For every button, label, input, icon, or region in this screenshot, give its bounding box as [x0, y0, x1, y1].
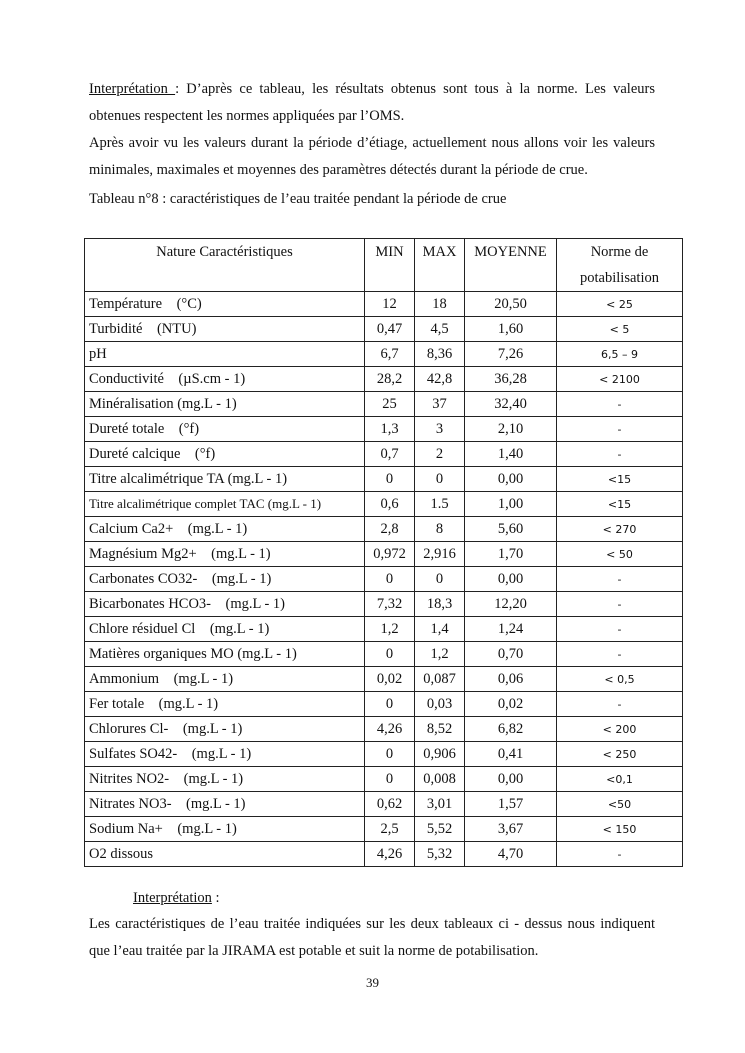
cell-nature	[85, 542, 365, 567]
parameter-name: Ammonium	[89, 670, 160, 687]
cell-max: 1.5	[415, 492, 465, 517]
cell-max: 8,52	[415, 717, 465, 742]
table-header-row	[85, 239, 683, 292]
cell-nature	[85, 417, 365, 442]
cell-moyenne: 36,28	[465, 367, 557, 392]
cell-min: 2,5	[365, 817, 415, 842]
cell-min: 12	[365, 292, 415, 317]
table-row	[85, 717, 683, 742]
cell-norme: < 0,5	[557, 667, 683, 692]
table-row	[85, 442, 683, 467]
table-row	[85, 342, 683, 367]
parameter-name: Nitrites NO2-	[89, 770, 170, 787]
cell-nature	[85, 817, 365, 842]
parameter-name: Matières organiques MO (mg.L - 1)	[89, 645, 297, 662]
table-row	[85, 367, 683, 392]
cell-nature	[85, 492, 365, 517]
cell-max: 3,01	[415, 792, 465, 817]
cell-norme: < 50	[557, 542, 683, 567]
cell-min: 0,47	[365, 317, 415, 342]
cell-min: 0	[365, 467, 415, 492]
conclusion-paragraph: Les caractéristiques de l’eau traitée indiquées sur les deux tableaux ci - dessus nous indiquent que l’eau traitée par la JIRAMA est potable et suit la norme de potabilisation.	[89, 916, 655, 959]
cell-moyenne: 1,40	[465, 442, 557, 467]
cell-norme: < 270	[557, 517, 683, 542]
cell-max: 18	[415, 292, 465, 317]
parameter-name: Chlorures Cl-	[89, 720, 169, 737]
cell-max: 2,916	[415, 542, 465, 567]
cell-min: 7,32	[365, 592, 415, 617]
header-nature: Nature Caractéristiques	[85, 239, 365, 292]
cell-min: 2,8	[365, 517, 415, 542]
cell-max: 42,8	[415, 367, 465, 392]
cell-norme: < 5	[557, 317, 683, 342]
cell-norme: -	[557, 642, 683, 667]
table-row	[85, 292, 683, 317]
cell-max: 2	[415, 442, 465, 467]
cell-norme: -	[557, 617, 683, 642]
cell-max: 18,3	[415, 592, 465, 617]
cell-nature	[85, 317, 365, 342]
cell-norme: -	[557, 442, 683, 467]
cell-moyenne: 20,50	[465, 292, 557, 317]
cell-moyenne: 6,82	[465, 717, 557, 742]
table-row	[85, 392, 683, 417]
parameter-unit: (µS.cm - 1)	[178, 370, 246, 387]
cell-norme: -	[557, 392, 683, 417]
parameter-unit: (°C)	[176, 295, 202, 312]
cell-moyenne: 0,00	[465, 467, 557, 492]
parameter-unit: (mg.L - 1)	[177, 820, 237, 837]
table-caption: Tableau n°8 : caractéristiques de l’eau traitée pendant la période de crue	[89, 191, 507, 207]
cell-nature	[85, 567, 365, 592]
cell-norme: -	[557, 417, 683, 442]
cell-nature	[85, 692, 365, 717]
parameter-unit: (mg.L - 1)	[225, 595, 285, 612]
cell-nature	[85, 592, 365, 617]
parameter-name: Sulfates SO42-	[89, 745, 178, 762]
parameter-name: O2 dissous	[89, 845, 154, 862]
parameter-unit: (mg.L - 1)	[209, 620, 270, 637]
table-row	[85, 617, 683, 642]
cell-nature	[85, 292, 365, 317]
table-row	[85, 317, 683, 342]
header-norme-text: Norme de potabilisation	[580, 244, 659, 286]
cell-moyenne: 0,00	[465, 567, 557, 592]
cell-min: 0	[365, 642, 415, 667]
table-row	[85, 467, 683, 492]
cell-min: 0,02	[365, 667, 415, 692]
header-norme	[557, 239, 683, 292]
parameter-name: Magnésium Mg2+	[89, 545, 197, 562]
cell-moyenne: 1,57	[465, 792, 557, 817]
cell-moyenne: 7,26	[465, 342, 557, 367]
intro-label: Interprétation	[89, 81, 176, 97]
cell-norme: < 200	[557, 717, 683, 742]
parameter-unit: (mg.L - 1)	[182, 720, 243, 737]
cell-norme: < 25	[557, 292, 683, 317]
cell-moyenne: 1,70	[465, 542, 557, 567]
cell-min: 0	[365, 692, 415, 717]
parameter-unit: (mg.L - 1)	[173, 670, 234, 687]
cell-nature	[85, 517, 365, 542]
table-row	[85, 667, 683, 692]
interpretation-heading	[133, 890, 220, 907]
table-row	[85, 692, 683, 717]
cell-moyenne: 0,00	[465, 767, 557, 792]
cell-nature	[85, 742, 365, 767]
cell-max: 0,906	[415, 742, 465, 767]
cell-nature	[85, 617, 365, 642]
cell-min: 25	[365, 392, 415, 417]
parameter-name: Sodium Na+	[89, 820, 163, 837]
cell-min: 0,7	[365, 442, 415, 467]
parameter-name: Dureté totale	[89, 420, 165, 437]
table-row	[85, 817, 683, 842]
cell-moyenne: 12,20	[465, 592, 557, 617]
interpretation-label: Interprétation	[133, 890, 212, 906]
cell-max: 0	[415, 567, 465, 592]
cell-moyenne: 32,40	[465, 392, 557, 417]
table-row	[85, 542, 683, 567]
cell-moyenne: 4,70	[465, 842, 557, 867]
cell-moyenne: 1,24	[465, 617, 557, 642]
cell-norme: 6,5 – 9	[557, 342, 683, 367]
cell-min: 0	[365, 767, 415, 792]
interpretation-suffix: :	[211, 890, 220, 906]
parameter-name: Conductivité	[89, 370, 164, 387]
table-row	[85, 642, 683, 667]
header-moyenne: MOYENNE	[465, 239, 557, 292]
cell-norme: <50	[557, 792, 683, 817]
cell-max: 4,5	[415, 317, 465, 342]
cell-moyenne: 0,70	[465, 642, 557, 667]
parameter-name: Dureté calcique	[89, 445, 181, 462]
cell-norme: -	[557, 567, 683, 592]
parameter-unit: (mg.L - 1)	[186, 795, 246, 812]
parameter-name: Nitrates NO3-	[89, 795, 172, 812]
cell-norme: <15	[557, 467, 683, 492]
parameter-unit: (mg.L - 1)	[211, 545, 271, 562]
cell-max: 3	[415, 417, 465, 442]
cell-min: 6,7	[365, 342, 415, 367]
table-row	[85, 492, 683, 517]
parameter-name: Température	[89, 295, 163, 312]
cell-min: 0,972	[365, 542, 415, 567]
cell-max: 1,2	[415, 642, 465, 667]
parameter-name: Fer totale	[89, 695, 145, 712]
table-row	[85, 792, 683, 817]
cell-moyenne: 0,41	[465, 742, 557, 767]
cell-norme: <15	[557, 492, 683, 517]
cell-norme: < 2100	[557, 367, 683, 392]
cell-norme: <0,1	[557, 767, 683, 792]
cell-min: 0,62	[365, 792, 415, 817]
cell-nature	[85, 342, 365, 367]
cell-norme: -	[557, 692, 683, 717]
cell-nature	[85, 767, 365, 792]
header-max: MAX	[415, 239, 465, 292]
cell-norme: < 150	[557, 817, 683, 842]
cell-max: 0,03	[415, 692, 465, 717]
cell-min: 0	[365, 567, 415, 592]
cell-nature	[85, 442, 365, 467]
parameter-unit: (mg.L - 1)	[211, 570, 272, 587]
table-row	[85, 592, 683, 617]
parameter-unit: (°f)	[178, 420, 200, 437]
cell-min: 1,3	[365, 417, 415, 442]
cell-max: 0,087	[415, 667, 465, 692]
cell-min: 1,2	[365, 617, 415, 642]
table-row	[85, 517, 683, 542]
header-min: MIN	[365, 239, 415, 292]
table-row	[85, 567, 683, 592]
cell-max: 37	[415, 392, 465, 417]
cell-nature	[85, 792, 365, 817]
cell-moyenne: 1,00	[465, 492, 557, 517]
cell-min: 0	[365, 742, 415, 767]
cell-nature	[85, 667, 365, 692]
cell-nature	[85, 717, 365, 742]
parameter-unit: (mg.L - 1)	[187, 520, 248, 537]
cell-max: 8	[415, 517, 465, 542]
parameter-name: Carbonates CO32-	[89, 570, 198, 587]
cell-norme: -	[557, 842, 683, 867]
cell-norme: < 250	[557, 742, 683, 767]
cell-max: 8,36	[415, 342, 465, 367]
cell-min: 0,6	[365, 492, 415, 517]
page-number: 39	[366, 975, 379, 990]
cell-nature	[85, 467, 365, 492]
parameter-unit: (mg.L - 1)	[191, 745, 252, 762]
table-row	[85, 767, 683, 792]
intro-text-2: Après avoir vu les valeurs durant la période d’étiage, actuellement nous allons voir les valeurs minimales, maximales et moyennes des paramètres détectés durant la période de crue.	[89, 135, 655, 178]
cell-max: 0,008	[415, 767, 465, 792]
cell-norme: -	[557, 592, 683, 617]
cell-nature	[85, 642, 365, 667]
parameter-name: Turbidité	[89, 320, 143, 337]
cell-moyenne: 0,02	[465, 692, 557, 717]
cell-max: 0	[415, 467, 465, 492]
table-row	[85, 842, 683, 867]
parameter-name: Chlore résiduel Cl	[89, 620, 196, 637]
cell-max: 5,32	[415, 842, 465, 867]
cell-moyenne: 2,10	[465, 417, 557, 442]
parameter-name: Titre alcalimétrique TA (mg.L - 1)	[89, 470, 288, 487]
cell-moyenne: 0,06	[465, 667, 557, 692]
cell-moyenne: 3,67	[465, 817, 557, 842]
parameter-name: Bicarbonates HCO3-	[89, 595, 212, 612]
cell-min: 4,26	[365, 842, 415, 867]
cell-moyenne: 1,60	[465, 317, 557, 342]
parameter-name: Titre alcalimétrique complet TAC (mg.L - 1)	[89, 496, 322, 511]
intro-paragraph	[89, 76, 655, 184]
cell-nature	[85, 367, 365, 392]
table-row	[85, 742, 683, 767]
table-body	[85, 292, 683, 867]
parameter-name: Minéralisation (mg.L - 1)	[89, 395, 237, 412]
cell-nature	[85, 392, 365, 417]
cell-moyenne: 5,60	[465, 517, 557, 542]
parameter-name: Calcium Ca2+	[89, 520, 174, 537]
parameter-unit: (mg.L - 1)	[183, 770, 244, 787]
parameter-unit: (mg.L - 1)	[158, 695, 219, 712]
parameter-unit: (NTU)	[156, 320, 197, 337]
cell-max: 5,52	[415, 817, 465, 842]
cell-min: 4,26	[365, 717, 415, 742]
parameter-unit: (°f)	[194, 445, 216, 462]
intro-text-1: : D’après ce tableau, les résultats obtenus sont tous à la norme. Les valeurs obtenues respectent les normes appliquées par l’OMS.	[89, 81, 655, 124]
cell-min: 28,2	[365, 367, 415, 392]
cell-max: 1,4	[415, 617, 465, 642]
characteristics-table	[84, 238, 683, 867]
cell-nature	[85, 842, 365, 867]
parameter-name: pH	[89, 345, 107, 362]
table-row	[85, 417, 683, 442]
